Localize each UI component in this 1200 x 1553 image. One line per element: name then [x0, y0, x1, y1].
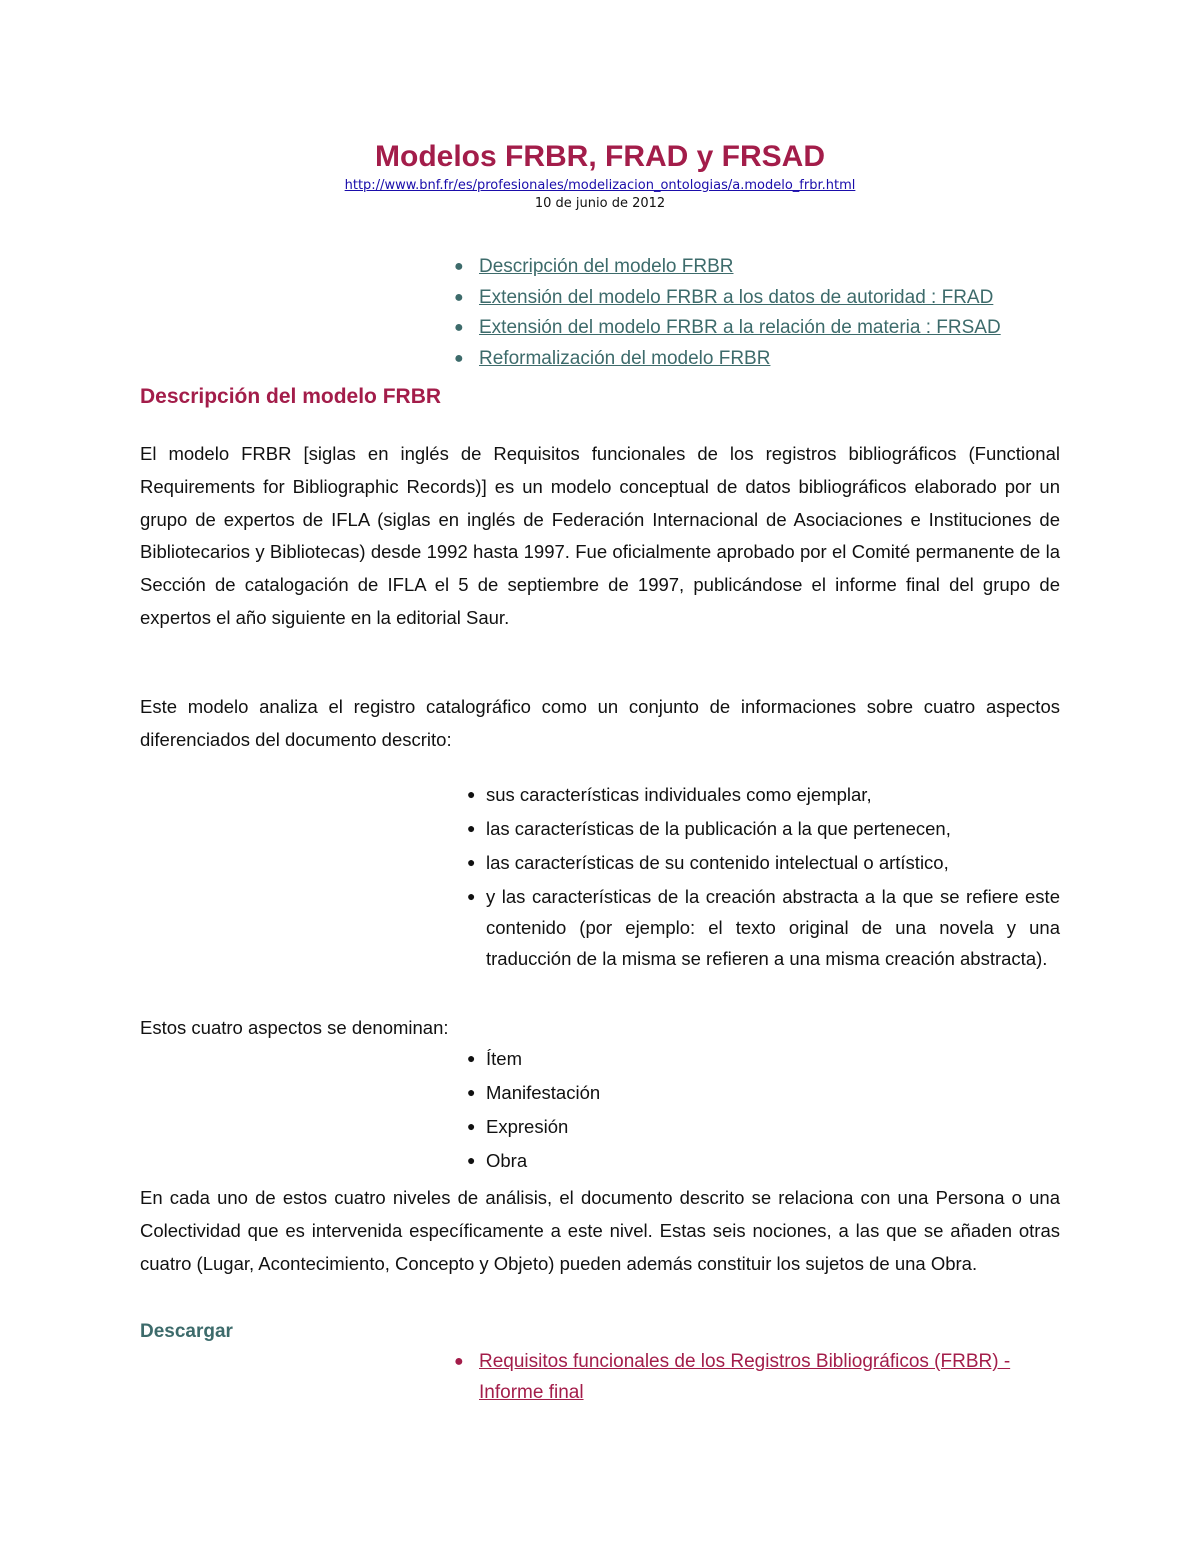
paragraph-intro: El modelo FRBR [siglas en inglés de Requisitos funcionales de los registros bibliográficos (Functional Requirements for Bibliographic Records)] es un modelo conceptual de datos bibliográficos elaborado por un grupo de expertos de IFLA (siglas en inglés de Federación Internacional de Asociaciones e Instituciones de Bibliotecarios y Bibliotecas) desde 1992 hasta 1997. Fue oficialmente aprobado por el Comité permanente de la Sección de catalogación de IFLA el 5 de septiembre de 1997, publicándose el informe final del grupo de expertos el año siguiente en la editorial Saur.	[140, 443, 1060, 628]
aspects-list	[0, 779, 1200, 977]
list-item: ● sus características individuales como ejemplar,	[0, 779, 1200, 810]
paragraph-levels-intro: Estos cuatro aspectos se denominan:	[140, 1017, 449, 1038]
levels-list	[0, 1043, 1200, 1179]
table-of-contents	[0, 253, 1200, 375]
download-list	[0, 1346, 1200, 1408]
bullet-icon: ●	[467, 854, 476, 870]
bullet-icon: ●	[467, 1084, 476, 1100]
toc-link-frad[interactable]: Extensión del modelo FRBR a los datos de autoridad : FRAD	[479, 286, 994, 308]
download-link-frbr-report[interactable]: Requisitos funcionales de los Registros Bibliográficos (FRBR) - Informe final	[479, 1351, 1011, 1403]
toc-item	[0, 284, 1200, 315]
list-item: ● Obra	[0, 1145, 1200, 1176]
toc-item	[0, 253, 1200, 284]
bullet-icon: ●	[454, 1353, 464, 1370]
list-item: ● las características de su contenido intelectual o artístico,	[0, 847, 1200, 878]
list-item: ● Manifestación	[0, 1077, 1200, 1108]
list-item: ● y las características de la creación abstracta a la que se refiere este contenido (por ejemplo: el texto original de una novela y una traducción de la misma se refieren a una misma creación abstracta).	[0, 881, 1200, 974]
bullet-icon: ●	[467, 1050, 476, 1066]
toc-link-descripcion[interactable]: Descripción del modelo FRBR	[479, 256, 734, 277]
paragraph-relations: En cada uno de estos cuatro niveles de análisis, el documento descrito se relaciona con una Persona o una Colectividad que es intervenida específicamente a este nivel. Estas seis nociones, a las que se añaden otras cuatro (Lugar, Acontecimiento, Concepto y Objeto) pueden además constituir los sujetos de una Obra.	[140, 1187, 1060, 1274]
toc-item	[0, 345, 1200, 376]
list-item: ● Expresión	[0, 1111, 1200, 1142]
section-heading: Descripción del modelo FRBR	[140, 385, 442, 408]
bullet-icon: ●	[467, 786, 476, 802]
bullet-icon: ●	[467, 888, 476, 904]
bullet-icon: ●	[467, 820, 476, 836]
publication-date: 10 de junio de 2012	[534, 196, 666, 211]
source-url-link[interactable]: http://www.bnf.fr/es/profesionales/modelizacion_ontologias/a.modelo_frbr.html	[344, 178, 856, 193]
download-heading: Descargar	[140, 1321, 233, 1342]
download-item	[0, 1346, 1200, 1408]
bullet-icon: ●	[454, 319, 464, 336]
list-item: ● las características de la publicación a la que pertenecen,	[0, 813, 1200, 844]
toc-link-reformalizacion[interactable]: Reformalización del modelo FRBR	[479, 347, 771, 369]
bullet-icon: ●	[467, 1118, 476, 1134]
toc-item	[0, 314, 1200, 345]
bullet-icon: ●	[454, 349, 464, 367]
toc-link-frsad[interactable]: Extensión del modelo FRBR a la relación de materia : FRSAD	[479, 317, 1001, 338]
page-title: Modelos FRBR, FRAD y FRSAD	[375, 140, 825, 173]
bullet-icon: ●	[454, 258, 464, 275]
bullet-icon: ●	[467, 1152, 476, 1168]
paragraph-analysis: Este modelo analiza el registro catalográfico como un conjunto de informaciones sobre cuatro aspectos diferenciados del documento descrito:	[140, 696, 1060, 750]
list-item: ● Ítem	[0, 1043, 1200, 1074]
bullet-icon: ●	[454, 288, 464, 306]
